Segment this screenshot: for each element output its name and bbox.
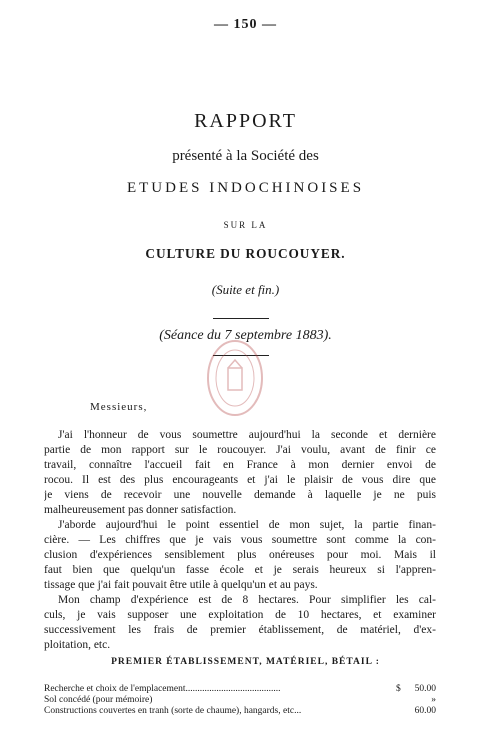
- body-line: J'ai l'honneur de vous soumettre aujourd'hui la seconde et dernière: [58, 429, 436, 441]
- leader-dots: ........................................: [185, 684, 281, 694]
- report-subject: CULTURE DU ROUCOUYER.: [145, 247, 346, 262]
- body-line: successivement les frais de premier établissement, de matériel, d'ex-: [44, 624, 436, 636]
- report-body: [44, 428, 436, 653]
- expense-row: [44, 706, 436, 717]
- expense-amount: 60.00: [414, 706, 436, 716]
- expense-item: Recherche et choix de l'emplacement........................................: [44, 684, 281, 694]
- body-line: faut bien que quelqu'un fasse école et je serais heureux si l'appren-: [44, 564, 436, 576]
- salutation: Messieurs,: [90, 401, 148, 413]
- body-line: culs, je vais supposer une exploitation de 10 hectares, et examiner: [44, 609, 436, 621]
- body-line: rocou. Il est des plus encourageants et j'ai le plaisir de vous dire que: [44, 474, 436, 486]
- page-number: — 150 —: [214, 17, 277, 32]
- section-title: PREMIER ÉTABLISSEMENT, MATÉRIEL, BÉTAIL :: [111, 657, 380, 667]
- expense-row: [44, 695, 436, 706]
- expense-amount: »: [431, 695, 436, 705]
- report-subtitle: présenté à la Société des: [172, 148, 319, 164]
- body-line: tissage que j'ai fait pouvait être utile à quelqu'un et au pays.: [44, 579, 318, 591]
- society-name: ETUDES INDOCHINOISES: [126, 180, 365, 196]
- body-line: ploitation, etc.: [44, 639, 111, 651]
- body-line: malheureusement pas donner satisfaction.: [44, 504, 237, 516]
- expense-table: [44, 684, 436, 717]
- body-line: Mon champ d'expérience est de 8 hectares. Pour simplifier les cal-: [58, 594, 436, 606]
- expense-currency: $: [396, 684, 401, 694]
- leader-dots: ...: [294, 706, 302, 716]
- library-stamp-icon: [205, 338, 265, 418]
- body-line: partie de mon rapport sur le roucouyer. J'ai voulu, avant de finir ce: [44, 444, 436, 456]
- body-line: cière. — Les chiffres que je vais vous soumettre sont comme la con-: [44, 534, 436, 546]
- body-line: J'aborde aujourd'hui le point essentiel de mon sujet, la partie finan-: [58, 519, 436, 531]
- expense-amount: 50.00: [414, 684, 436, 694]
- suite-note: (Suite et fin.): [211, 282, 280, 297]
- body-line: je viens de recevoir une nouvelle demande à laquelle je ne puis: [44, 489, 436, 501]
- seance-date: (Séance du 7 septembre 1883).: [159, 328, 332, 343]
- body-line: travail, connaître l'accueil fait en France à mon dernier envoi de: [44, 459, 436, 471]
- divider-rule: [213, 318, 269, 319]
- expense-item: Constructions couvertes en tranh (sorte de chaume), hangards, etc...: [44, 706, 302, 716]
- body-line: clusion d'expériences sensiblement plus onéreuses pour moi. Mais il: [44, 549, 436, 561]
- expense-item: Sol concédé (pour mémoire): [44, 695, 153, 705]
- sur-la-label: SUR LA: [223, 220, 268, 230]
- report-title: RAPPORT: [194, 110, 297, 132]
- expense-row: [44, 684, 436, 695]
